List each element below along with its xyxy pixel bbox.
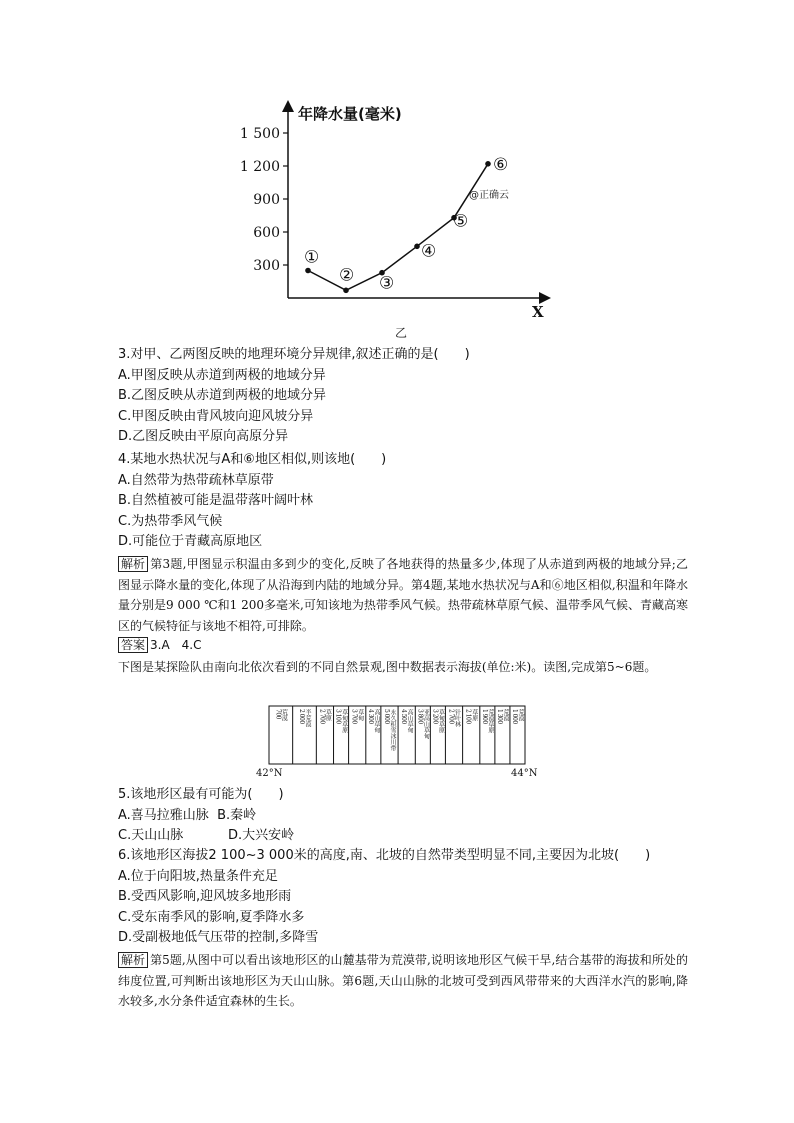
question-5-title: 5.该地形区最有可能为( ) bbox=[118, 787, 284, 802]
strip-zone: 荒漠 bbox=[280, 709, 288, 721]
strip-zone: 荒漠 bbox=[516, 709, 524, 721]
question-4-option-b: B.自然植被可能是温带落叶阔叶林 bbox=[118, 493, 314, 508]
explanation-3-4 bbox=[118, 554, 688, 636]
strip-elevation: 4 500 bbox=[400, 709, 408, 724]
data-point bbox=[343, 288, 349, 294]
explanation-text: 第3题,甲图显示积温由多到少的变化,反映了各地获得的热量多少,体现了从赤道到两极的地域分异;乙图显示降水量的变化,体现了从沿海到内陆的地域分异。第4题,某地水热状况与A和⑥地区相似,积温和年降水量分别是9 000 ℃和1 200多毫米,可知该地为热带季风气候。热带疏林草原气候、温带季风气候、青藏高寒区的气候特征与该地不相符,可排除。 bbox=[118, 557, 688, 633]
question-5 bbox=[118, 785, 294, 847]
y-tick-label: 1 200 bbox=[239, 159, 280, 175]
answer-3-4 bbox=[118, 636, 202, 654]
strip-zone: 草甸草原 bbox=[340, 709, 348, 733]
answer-tag: 答案 bbox=[118, 637, 148, 653]
question-6-option-d: D.受副极地低气压带的控制,多降雪 bbox=[118, 930, 319, 945]
strip-elevation: 1 000 bbox=[510, 709, 518, 724]
strip-elevation: 2 000 bbox=[297, 709, 305, 724]
y-tick-label: 1 500 bbox=[239, 126, 280, 142]
question-6-option-b: B.受西风影响,迎风坡多地形雨 bbox=[118, 889, 292, 904]
question-6-title: 6.该地形区海拔2 100~3 000米的高度,南、北坡的自然带类型明显不同,主要因为北坡( ) bbox=[118, 848, 651, 863]
data-point bbox=[305, 268, 311, 274]
strip-zone: 草甸 bbox=[356, 709, 364, 721]
question-4-option-d: D.可能位于青藏高原地区 bbox=[118, 534, 263, 549]
question-4-option-a: A.自然带为热带疏林草原带 bbox=[118, 472, 274, 488]
question-3-option-d: D.乙图反映由平原向高原分异 bbox=[118, 429, 289, 444]
data-point-label: ② bbox=[339, 265, 355, 286]
question-5-option-c: C.天山山脉 bbox=[118, 828, 184, 843]
question-4 bbox=[118, 450, 386, 553]
question-3-title: 3.对甲、乙两图反映的地理环境分异规律,叙述正确的是( ) bbox=[118, 347, 470, 362]
question-4-title: 4.某地水热状况与A和⑥地区相似,则该地( ) bbox=[118, 452, 387, 467]
data-point bbox=[485, 161, 491, 167]
strip-zone: 永久积雪冰川带 bbox=[388, 709, 396, 751]
y-tick-label: 300 bbox=[253, 258, 280, 274]
strip-elevation: 5 000 bbox=[382, 709, 390, 724]
strip-zone: 荒漠 bbox=[501, 709, 509, 721]
strip-elevation: 1 300 bbox=[495, 709, 503, 724]
data-point bbox=[414, 244, 420, 250]
south-latitude-label: 42°N bbox=[256, 768, 283, 779]
explanation-5-6 bbox=[118, 950, 688, 1012]
strip-zone: 针叶林 bbox=[453, 709, 461, 727]
watermark-text: @正确云 bbox=[469, 190, 509, 201]
strip-zone: 草原 bbox=[324, 709, 332, 721]
question-3-option-b: B.乙图反映从赤道到两极的地域分异 bbox=[118, 388, 327, 403]
altitude-profile-strip bbox=[256, 705, 538, 783]
answer-text: 3.A 4.C bbox=[150, 638, 202, 652]
y-tick-label: 900 bbox=[253, 192, 280, 208]
data-point-label: ④ bbox=[421, 241, 437, 262]
y-tick-label: 600 bbox=[253, 225, 280, 241]
strip-zone: 草甸草原 bbox=[437, 709, 445, 733]
strip-elevation: 3 200 bbox=[431, 709, 439, 724]
question-5-option-d: D.大兴安岭 bbox=[228, 828, 295, 843]
strip-elevation: 3 100 bbox=[334, 709, 342, 724]
strip-elevation: 2 700 bbox=[447, 709, 455, 724]
strip-elevation: 2 100 bbox=[464, 709, 472, 724]
question-6 bbox=[118, 846, 650, 949]
data-point-label: ⑤ bbox=[453, 211, 469, 232]
strip-elevation: 3 700 bbox=[350, 709, 358, 724]
explanation-tag: 解析 bbox=[118, 556, 148, 572]
question-3 bbox=[118, 345, 470, 448]
question-3-option-a: A.甲图反映从赤道到两极的地域分异 bbox=[118, 367, 326, 383]
strip-zone: 草原 bbox=[470, 709, 478, 721]
question-5-option-b: B.秦岭 bbox=[217, 807, 257, 823]
strip-zone: 高山草甸 bbox=[406, 709, 414, 733]
strip-zone: 高山草甸 bbox=[372, 709, 380, 733]
strip-zone: 荒漠草原 bbox=[486, 709, 494, 733]
strip-zone: 半荒漠 bbox=[303, 709, 311, 727]
strip-elevation: 3 800 bbox=[416, 709, 424, 724]
strip-zone: 亚高山草甸 bbox=[422, 709, 430, 739]
question-3-option-c: C.甲图反映由背风坡向迎风坡分异 bbox=[118, 408, 314, 424]
strip-elevation: 700 bbox=[274, 709, 282, 719]
intro-5-6: 下图是某探险队由南向北依次看到的不同自然景观,图中数据表示海拔(单位:米)。读图,完成第5~6题。 bbox=[118, 660, 657, 674]
chart-caption: 乙 bbox=[395, 326, 408, 340]
north-latitude-label: 44°N bbox=[511, 768, 538, 779]
strip-elevation: 4 300 bbox=[366, 709, 374, 724]
explanation-text: 第5题,从图中可以看出该地形区的山麓基带为荒漠带,说明该地形区气候干旱,结合基带的海拔和所处的纬度位置,可判断出该地形区为天山山脉。第6题,天山山脉的北坡可受到西风带带来的大西洋水汽的影响,降水较多,水分条件适宜森林的生长。 bbox=[118, 953, 688, 1008]
x-axis-label: X bbox=[532, 303, 544, 321]
strip-elevation: 1 900 bbox=[480, 709, 488, 724]
question-6-option-a: A.位于向阳坡,热量条件充足 bbox=[118, 868, 278, 884]
strip-elevation: 2 700 bbox=[318, 709, 326, 724]
y-axis-label: 年降水量(毫米) bbox=[298, 105, 402, 123]
precipitation-chart bbox=[240, 98, 560, 348]
question-4-option-c: C.为热带季风气候 bbox=[118, 513, 223, 529]
data-point-label: ③ bbox=[379, 273, 395, 294]
question-6-option-c: C.受东南季风的影响,夏季降水多 bbox=[118, 909, 305, 925]
question-5-option-a: A.喜马拉雅山脉 bbox=[118, 807, 209, 823]
data-point-label: ⑥ bbox=[493, 154, 509, 175]
explanation-tag: 解析 bbox=[118, 952, 148, 968]
data-point-label: ① bbox=[304, 247, 320, 268]
